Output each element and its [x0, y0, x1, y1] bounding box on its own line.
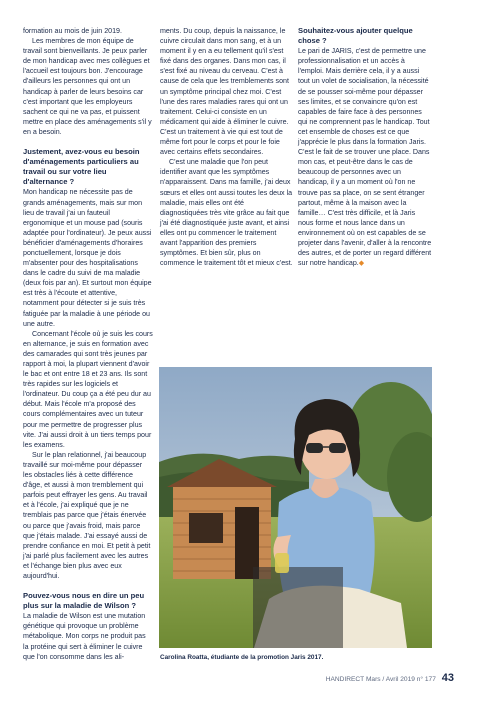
page-number: 43 — [441, 672, 454, 684]
magazine-name: HANDIRECT — [325, 676, 365, 683]
portrait-photo — [159, 367, 432, 648]
issue-info: Mars / Avril 2019 n° 177 — [365, 676, 436, 683]
paragraph-text: Le pari de JARIS, c'est de permettre une professionnalisation et un accès à l'emploi. Mais derrière cela, il y a aussi tout un volet de socialisation, la nécessité de se pousser soi-même pour dépasser ses limites, et se convaincre qu'on est capables de faire face à des personnes qui ne comprennent pas le handicap. Tout cet ensemble de choses est ce que j'apprécie le plus dans la formation Jaris. C'est le fait de se trouver une place. Dans mon cas, et peut-être dans le cas de beaucoup de personnes avec un handicap, il y a un moment où l'on ne trouve pas sa place, on se sent étranger partout, même à la maison avec la famille… C'est très difficile, et là Jaris nous forme et nous lance dans un environnement où on est capables de se projeter dans l'avenir, d'aller à la rencontre des autres, et de porter un regard différent sur notre handicap. — [298, 47, 432, 268]
photo-illustration — [159, 367, 432, 648]
paragraph — [298, 46, 432, 268]
paragraph: ments. Du coup, depuis la naissance, le cuivre circulait dans mon sang, et à un moment il y en a eu tellement qu'il s'est fixé dans des organes. Dans mon cas, il s'est fixé au niveau du cerveau. C'est à cause de cela que les tremblements sont un symptôme principal chez moi. C'est l'une des rares maladies rares qui ont un traitement. Celui-ci consiste en un médicament qui aide à éliminer le cuivre. C'est un traitement à vie qui est tout de même fort pour le corps et pour le foie avec certains effets secondaires. — [160, 27, 289, 157]
paragraph: Concernant l'école où je suis les cours en alternance, je suis en formation avec des camarades qui sont très jeunes par rapport à moi, la plupart viennent d'avoir le bac et ont entre 18 et 23 ans. Ils sont très rapides sur les logiciels et l'ordinateur. Du coup ça a été peu dur au début. Mais l'école m'a proposé des cours complémentaires avec un tuteur pour me permettre de progresser plus vite. J'ai aussi droit à un tiers temps pour les examens. — [23, 329, 153, 449]
paragraph: Sur le plan relationnel, j'ai beaucoup travaillé sur moi-même pour dépasser les obstacles liés à cette différence d'âge, et aussi à mon tremblement qui parfois peut effrayer les gens. Au travail et à l'école, j'ai expliqué que je ne tremblais pas parce que j'étais énervée ou parce que j'avais froid, mais parce que j'étais malade. J'ai essayé aussi de prendre confiance en moi. Et petit à petit j'ai parlé plus facilement avec les autres et l'échange bien plus avec eux aujourd'hui. — [23, 450, 151, 580]
article-end-mark: ◆ — [358, 259, 365, 268]
paragraph: formation au mois de juin 2019. — [23, 27, 122, 35]
page-footer — [326, 672, 454, 684]
photo-caption: Carolina Roatta, étudiante de la promotion Jaris 2017. — [160, 654, 324, 661]
article-column-1 — [23, 26, 153, 662]
paragraph: La maladie de Wilson est une mutation génétique qui provoque un problème métabolique. Mon corps ne produit pas la protéine qui sert à éliminer le cuivre que l'on consomme dans les ali- — [23, 612, 146, 661]
article-column-3 — [298, 26, 432, 268]
interview-question: Souhaitez-vous ajouter quelque chose ? — [298, 26, 413, 46]
paragraph: C'est une maladie que l'on peut identifier avant que les symptômes n'apparaissent. Dans ma famille, j'ai deux sœurs et elles ont aussi toutes les deux la maladie, mais elles ont été diagnostiquées très vite grâce au fait que j'ai été diagnostiquée juste avant, et ainsi elles ont pu commencer le traitement avant l'apparition des premiers symptômes. Et bien sûr, plus on commence le traitement tôt et mieux c'est. — [160, 158, 293, 268]
interview-question: Pouvez-vous nous en dire un peu plus sur la maladie de Wilson ? — [23, 591, 145, 611]
interview-question: Justement, avez-vous eu besoin d'aménagements particuliers au travail ou sur votre lieu d'alternance ? — [23, 147, 140, 187]
article-column-2 — [160, 26, 293, 268]
paragraph: Mon handicap ne nécessite pas de grands aménagements, mais sur mon lieu de travail j'ai un fauteuil ergonomique et un mouse pad (souris adaptée pour l'ordinateur). Je peux aussi bénéficier d'aménagements d'horaires ponctuellement, lorsque je dois m'absenter pour des hospitalisations dans le cadre du suivi de ma maladie (deux fois par an). Et surtout mon équipe est très à l'écoute et attentive, notamment pour détecter si je suis très fatiguée par la maladie à une période ou une autre. — [23, 188, 152, 328]
paragraph: Les membres de mon équipe de travail sont bienveillants. Je peux parler de mon handicap avec mes collègues et l'accueil est toujours bon. J'encourage d'ailleurs les personnes qui ont un handicap à parler de leurs besoins car c'est important que les employeurs sachent ce qui ne va pas, et puissent mettre en place des aménagements s'il y en a besoin. — [23, 37, 152, 136]
